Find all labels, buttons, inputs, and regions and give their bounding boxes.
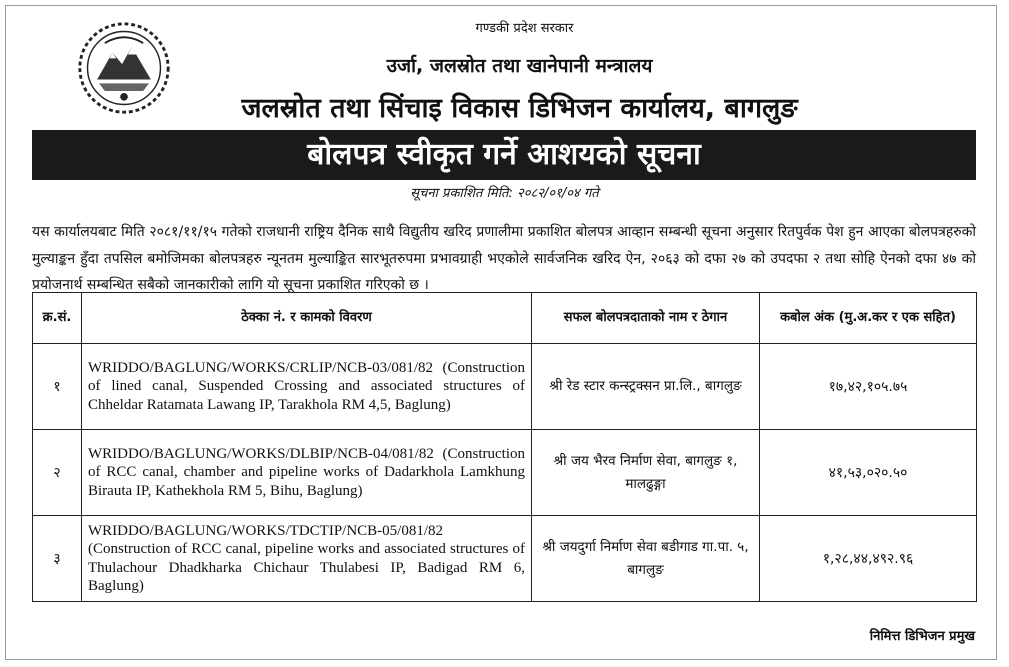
row-sn: २ [33,430,82,516]
award-table [32,292,977,602]
government-name: गण्डकी प्रदेश सरकार [475,21,574,36]
row-work: WRIDDO/BAGLUNG/WORKS/DLBIP/NCB-04/081/82 (Construction of RCC canal, chamber and pipeline works of Dadarkhola Lamkhung Birauta IP, Kathekhola RM 5, Bihu, Baglung) [82,430,532,516]
header-work: ठेक्का नं. र कामको विवरण [82,293,532,344]
ministry-name: उर्जा, जलस्रोत तथा खानेपानी मन्त्रालय [386,55,653,77]
row-amount: ४१,५३,०२०.५० [760,430,977,516]
table-row [33,516,977,602]
table-row [33,430,977,516]
row-work: WRIDDO/BAGLUNG/WORKS/CRLIP/NCB-03/081/82 (Construction of lined canal, Suspended Crossing and associated structures of Chheldar Ratamata Lawang IP, Tarakhola RM 4,5, Baglung) [82,344,532,430]
table-row [33,344,977,430]
row-sn: १ [33,344,82,430]
row-amount: १७,४२,१०५.७५ [760,344,977,430]
notice-body: यस कार्यालयबाट मिति २०८१/११/१५ गतेको राजधानी राष्ट्रिय दैनिक साथै विद्युतीय खरिद प्रणालीमा प्रकाशित बोलपत्र आव्हान सम्बन्धी सूचना अनुसार रितपुर्वक पेश हुन आएका बोलपत्रहरुको मुल्याङ्कन हुँदा तपसिल बमोजिमका बोलपत्रहरु न्यूनतम मुल्याङ्कित सारभूतरुपमा प्रभावग्राही भएकोले सार्वजनिक खरिद ऐन, २०६३ को दफा २७ को उपदफा २ तथा सोहि ऐनको दफा ४७ को प्रयोजनार्थ सम्बन्धित सबैको जानकारीको लागि यो सूचना प्रकाशित गरिएको छ । [32,224,976,293]
header-sn: क्र.सं. [33,293,82,344]
office-name: जलस्रोत तथा सिंचाइ विकास डिभिजन कार्यालय, बागलुङ [241,93,798,124]
row-sn: ३ [33,516,82,602]
row-bidder: श्री जयदुर्गा निर्माण सेवा बडीगाड गा.पा. ५, बागलुङ [532,516,760,602]
row-bidder: श्री रेड स्टार कन्स्ट्रक्सन प्रा.लि., बागलुङ [532,344,760,430]
table-header-row [33,293,977,344]
header-bidder: सफल बोलपत्रदाताको नाम र ठेगान [532,293,760,344]
row-amount: १,२८,४४,४९२.९६ [760,516,977,602]
row-work: WRIDDO/BAGLUNG/WORKS/TDCTIP/NCB-05/081/82 (Construction of RCC canal, pipeline works and associated structures of Thulachour Dhadkharka Chichaur Thulabesi IP, Badigad RM 6, Baglung) [82,516,532,602]
notice-title: बोलपत्र स्वीकृत गर्ने आशयको सूचना [32,130,976,180]
row-bidder: श्री जय भैरव निर्माण सेवा, बागलुङ १, मालढुङ्गा [532,430,760,516]
header-amount: कबोल अंक (मु.अ.कर र एक सहित) [760,293,977,344]
signature: निमित्त डिभिजन प्रमुख [869,629,975,644]
published-date: सूचना प्रकाशित मिति: २०८२/०१/०४ गते [410,186,599,201]
